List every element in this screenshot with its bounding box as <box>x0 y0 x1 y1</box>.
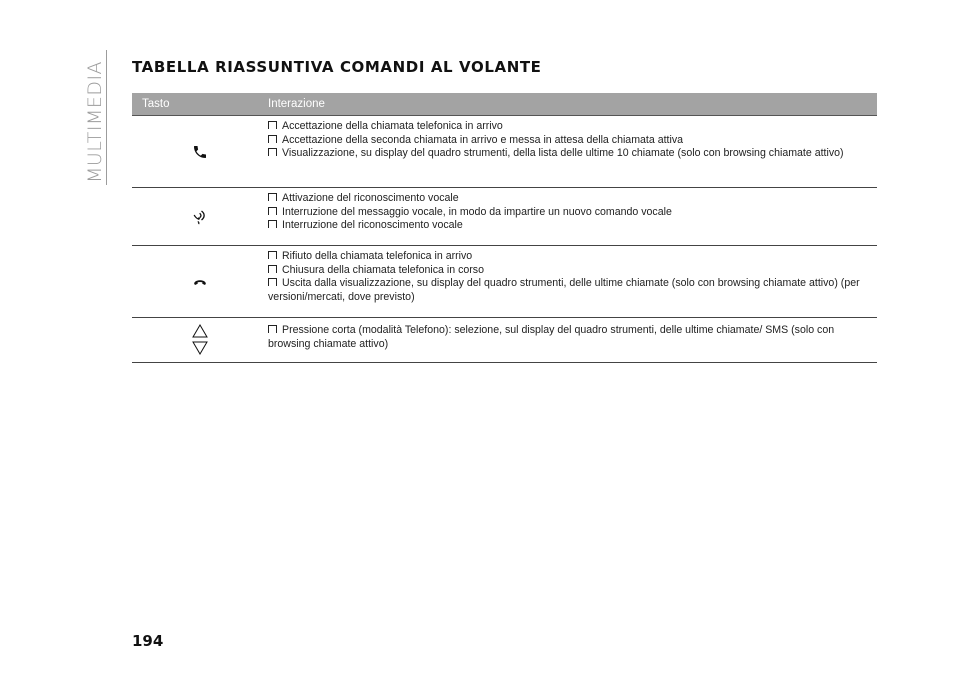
bullet-icon <box>268 278 277 286</box>
key-cell <box>132 318 268 362</box>
list-item: Interruzione del messaggio vocale, in modo da impartire un nuovo comando vocale <box>268 206 871 220</box>
interaction-cell <box>268 188 877 245</box>
bullet-icon <box>268 121 277 129</box>
table-header <box>132 93 877 116</box>
voice-command-icon <box>191 208 209 226</box>
key-cell <box>132 188 268 245</box>
section-side-label <box>82 58 108 186</box>
phone-hangup-icon <box>193 278 207 286</box>
list-item: Uscita dalla visualizzazione, su display del quadro strumenti, delle ultime chiamate (solo con browsing chiamate attivo) (per versioni/mercati, dove previsto) <box>268 277 860 303</box>
list-item: Attivazione del riconoscimento vocale <box>268 192 871 206</box>
interaction-cell <box>268 116 877 187</box>
controls-table <box>132 93 877 363</box>
bullet-icon <box>268 207 277 215</box>
list-item: Visualizzazione, su display del quadro strumenti, della lista delle ultime 10 chiamate (solo con browsing chiamate attivo) <box>268 147 871 161</box>
table-row <box>132 246 877 318</box>
interaction-cell <box>268 246 877 317</box>
up-down-arrows-icon <box>191 322 209 358</box>
page-title: TABELLA RIASSUNTIVA COMANDI AL VOLANTE <box>132 58 542 76</box>
side-divider <box>106 50 107 185</box>
list-item: Accettazione della seconda chiamata in arrivo e messa in attesa della chiamata attiva <box>268 134 871 148</box>
table-row <box>132 188 877 246</box>
table-row <box>132 116 877 188</box>
header-key: Tasto <box>142 98 170 110</box>
list-item: Chiusura della chiamata telefonica in corso <box>268 264 871 278</box>
phone-answer-icon <box>192 144 208 160</box>
bullet-icon <box>268 251 277 259</box>
bullet-icon <box>268 148 277 156</box>
key-cell <box>132 116 268 187</box>
section-label: MULTIMEDIA <box>84 60 107 184</box>
list-item: Pressione corta (modalità Telefono): selezione, sul display del quadro strumenti, delle ultime chiamate/ SMS (solo con browsing chiamate attivo) <box>268 324 835 350</box>
list-item: Interruzione del riconoscimento vocale <box>268 219 871 233</box>
bullet-icon <box>268 220 277 228</box>
interaction-cell <box>268 318 877 362</box>
bullet-icon <box>268 265 277 273</box>
table-row <box>132 318 877 363</box>
list-item: Rifiuto della chiamata telefonica in arrivo <box>268 250 871 264</box>
list-item: Accettazione della chiamata telefonica in arrivo <box>268 120 871 134</box>
page-number: 194 <box>132 632 164 650</box>
bullet-icon <box>268 135 277 143</box>
bullet-icon <box>268 325 277 333</box>
bullet-icon <box>268 193 277 201</box>
header-interaction: Interazione <box>268 98 325 110</box>
key-cell <box>132 246 268 317</box>
